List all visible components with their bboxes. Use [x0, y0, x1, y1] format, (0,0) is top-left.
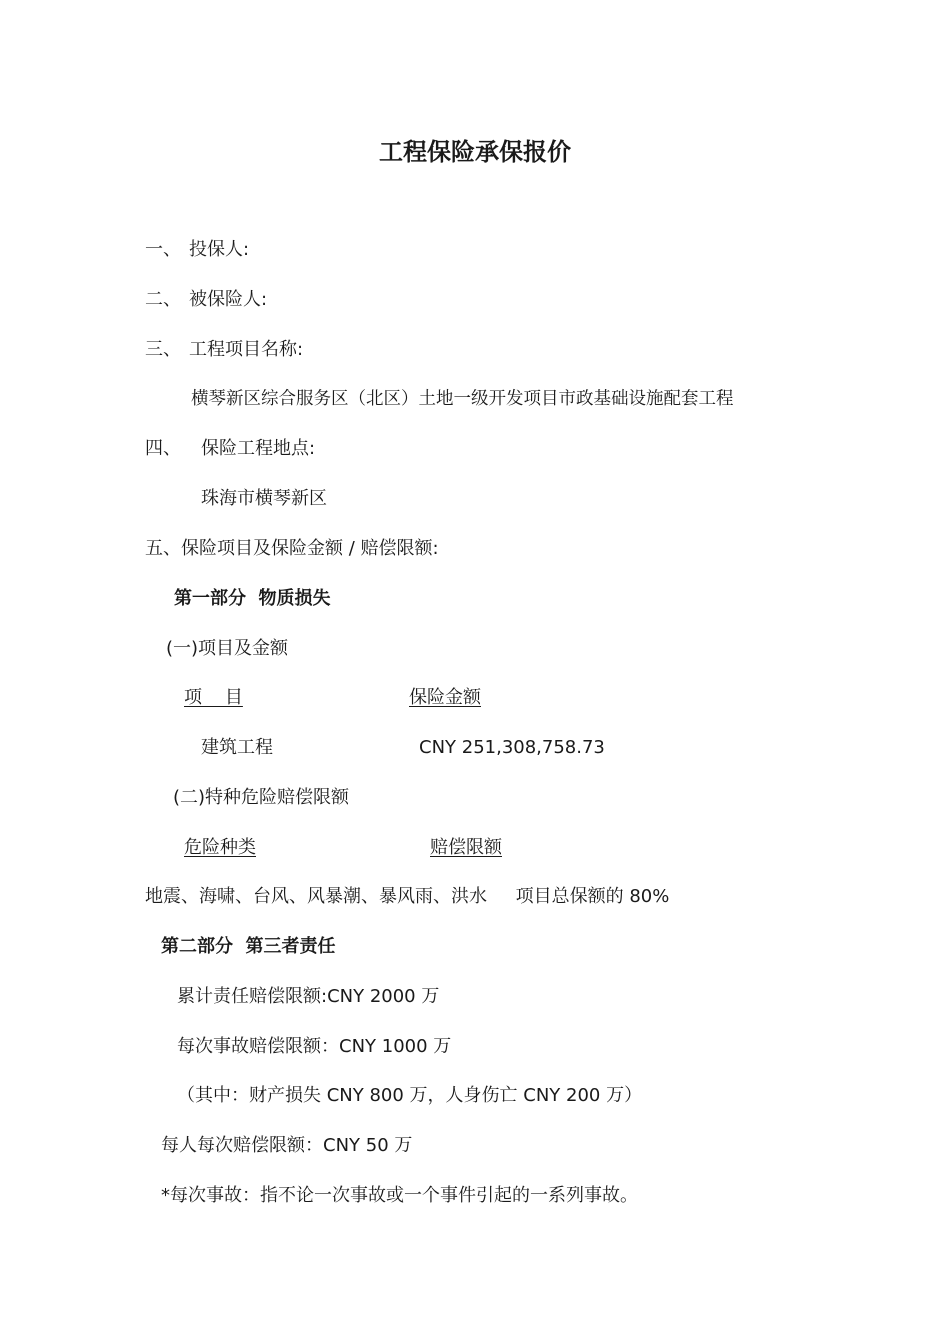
insured-label: 被保险人:	[189, 289, 268, 310]
project-name-value: 横琴新区综合服务区（北区）土地一级开发项目市政基础设施配套工程	[191, 389, 734, 409]
item-column-header: 项 目	[184, 687, 243, 708]
page-title: 工程保险承保报价	[379, 138, 571, 166]
item-row-name: 建筑工程	[201, 737, 273, 758]
risk-row: 地震、海啸、台风、风暴潮、暴风雨、洪水 项目总保额的 80%	[145, 886, 670, 907]
section-4-number: 四、	[145, 438, 181, 459]
per-person-limit: 每人每次赔偿限额：CNY 50 万	[161, 1135, 413, 1156]
location-label: 保险工程地点:	[201, 438, 316, 459]
location-value: 珠海市横琴新区	[201, 488, 327, 509]
section-1-number: 一、	[145, 239, 181, 260]
part-1-heading: 第一部分 物质损失	[174, 588, 331, 609]
sum-insured-column-header: 保险金额	[409, 687, 481, 708]
per-accident-limit: 每次事故赔偿限额：CNY 1000 万	[177, 1036, 452, 1057]
special-risk-subheading: (二)特种危险赔偿限额	[173, 787, 350, 808]
risk-type-column-header: 危险种类	[184, 837, 256, 858]
accident-definition-note: *每次事故：指不论一次事故或一个事件引起的一系列事故。	[161, 1185, 638, 1206]
item-row-amount: CNY 251,308,758.73	[419, 737, 605, 758]
limit-column-header: 赔偿限额	[430, 837, 502, 858]
section-2-number: 二、	[145, 289, 181, 310]
limit-breakdown: （其中：财产损失 CNY 800 万，人身伤亡 CNY 200 万）	[177, 1085, 643, 1106]
policyholder-label: 投保人:	[189, 239, 250, 260]
cumulative-limit: 累计责任赔偿限额:CNY 2000 万	[177, 986, 440, 1007]
items-amounts-subheading: (一)项目及金额	[166, 638, 289, 659]
section-5-heading: 五、保险项目及保险金额 / 赔偿限额:	[145, 538, 439, 559]
project-name-label: 工程项目名称:	[189, 339, 304, 360]
section-3-number: 三、	[145, 339, 181, 360]
part-2-heading: 第二部分 第三者责任	[161, 936, 336, 957]
